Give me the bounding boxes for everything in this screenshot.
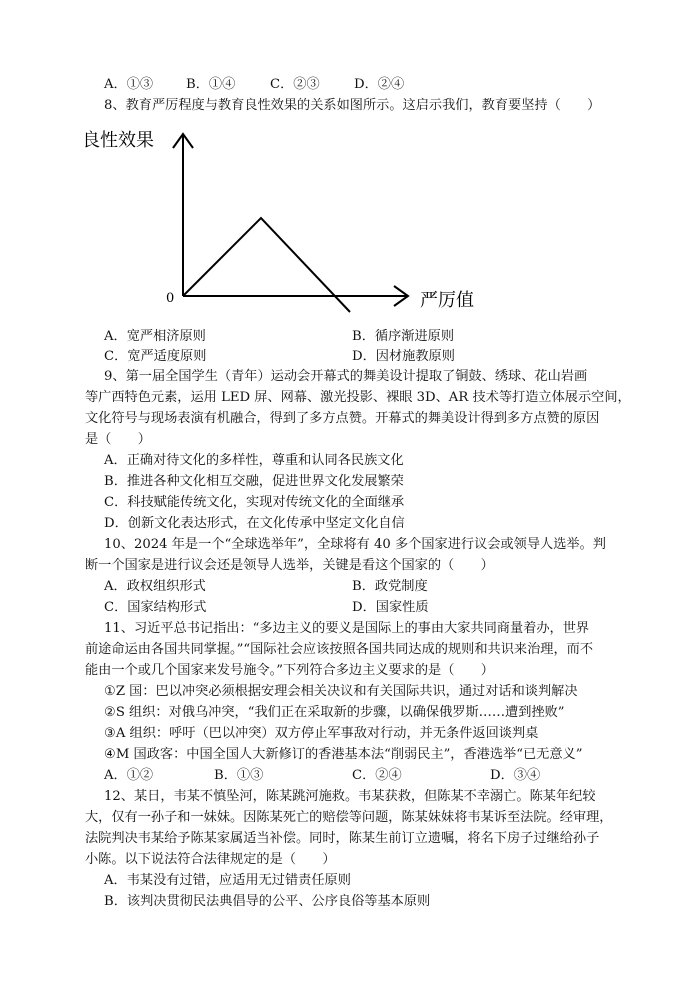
q11-item-1: ①Z 国：巴以冲突必须根据安理会相关决议和有关国际共识，通过对话和谈判解决 xyxy=(104,684,578,699)
q9-option-d: D．创新文化表达形式，在文化传承中坚定文化自信 xyxy=(104,516,405,531)
q11-item-3: ③A 组织：呼吁（巴以冲突）双方停止军事敌对行动，并无条件返回谈判桌 xyxy=(104,726,539,741)
q10-line-2: 断一个国家是进行议会还是领导人选举，关键是看这个国家的（ ） xyxy=(85,558,494,573)
q11-option-a: A．①② xyxy=(104,768,154,783)
chart-ylabel: 良性效果 xyxy=(82,130,154,151)
q7-option-d: D．②④ xyxy=(354,77,405,92)
q11-option-c: C．②④ xyxy=(352,768,402,783)
chart-series-line xyxy=(183,218,350,312)
q9-option-b: B．推进各种文化相互交融，促进世界文化发展繁荣 xyxy=(104,474,404,489)
q10-line-1: 10、2024 年是一个“全球选举年”，全球将有 40 多个国家进行议会或领导人选举。判 xyxy=(104,537,606,552)
q11-line-3: 能由一个或几个国家来发号施令。”下列符合多边主义要求的是（ ） xyxy=(85,663,494,678)
q12-line-3: 法院判决韦某给予陈某家属适当补偿。同时，陈某生前订立遗嘱，将名下房子过继给孙子 xyxy=(85,831,600,846)
q7-option-a: A．①③ xyxy=(104,77,154,92)
q11-option-d: D．③④ xyxy=(490,768,541,783)
q9-option-c: C．科技赋能传统文化，实现对传统文化的全面继承 xyxy=(104,495,405,510)
q11-item-4: ④M 国政客：中国全国人大新修订的香港基本法“削弱民主”，香港选举“已无意义” xyxy=(104,747,583,762)
q8-option-a: A．宽严相济原则 xyxy=(104,329,206,344)
q9-line-2: 等广西特色元素，运用 LED 屏、网幕、激光投影、裸眼 3D、AR 技术等打造立体展示空间， xyxy=(85,390,631,405)
q9-option-a: A．正确对待文化的多样性，尊重和认同各民族文化 xyxy=(104,453,404,468)
q10-option-a: A．政权组织形式 xyxy=(104,579,206,594)
q8-option-c: C．宽严适度原则 xyxy=(104,349,207,364)
q11-option-b: B．①③ xyxy=(214,768,264,783)
chart-xlabel: 严厉值 xyxy=(420,290,474,311)
q10-option-d: D．国家性质 xyxy=(352,600,429,615)
q10-option-b: B．政党制度 xyxy=(352,579,428,594)
q12-option-b: B．该判决贯彻民法典倡导的公平、公序良俗等基本原则 xyxy=(104,894,431,909)
q12-line-1: 12、某日，韦某不慎坠河，陈某跳河施救。韦某获救，但陈某不幸溺亡。陈某年纪较 xyxy=(104,789,596,804)
q11-line-2: 前途命运由各国共同掌握。”“国际社会应该按照各国共同达成的规则和共识来治理，而不 xyxy=(85,642,594,657)
q9-line-4: 是（ ） xyxy=(85,432,151,447)
q9-line-3: 文化符号与现场表演有机融合，得到了多方点赞。开幕式的舞美设计得到多方点赞的原因 xyxy=(85,411,600,426)
q9-line-1: 9、第一届全国学生（青年）运动会开幕式的舞美设计提取了铜鼓、绣球、花山岩画 xyxy=(104,369,588,384)
q12-line-4: 小陈。以下说法符合法律规定的是（ ） xyxy=(85,852,336,867)
q7-option-c: C．②③ xyxy=(270,77,320,92)
q12-option-a: A．韦某没有过错，应适用无过错责任原则 xyxy=(104,873,351,888)
chart-origin-label: 0 xyxy=(166,291,175,306)
q8-option-d: D．因材施教原则 xyxy=(352,349,455,364)
q7-option-b: B．①④ xyxy=(186,77,236,92)
q11-item-2: ②S 组织：对俄乌冲突，“我们正在采取新的步骤，以确保俄罗斯……遭到挫败” xyxy=(104,705,565,720)
q12-line-2: 大，仅有一孙子和一妹妹。因陈某死亡的赔偿等问题，陈某妹妹将韦某诉至法院。经审理， xyxy=(85,810,613,825)
q8-option-b: B．循序渐进原则 xyxy=(352,329,455,344)
q8-chart xyxy=(80,128,474,320)
q11-line-1: 11、习近平总书记指出：“多边主义的要义是国际上的事由大家共同商量着办，世界 xyxy=(104,621,590,636)
q10-option-c: C．国家结构形式 xyxy=(104,600,207,615)
q8-stem: 8、教育严厉程度与教育良性效果的关系如图所示。这启示我们，教育要坚持（ ） xyxy=(104,98,601,113)
